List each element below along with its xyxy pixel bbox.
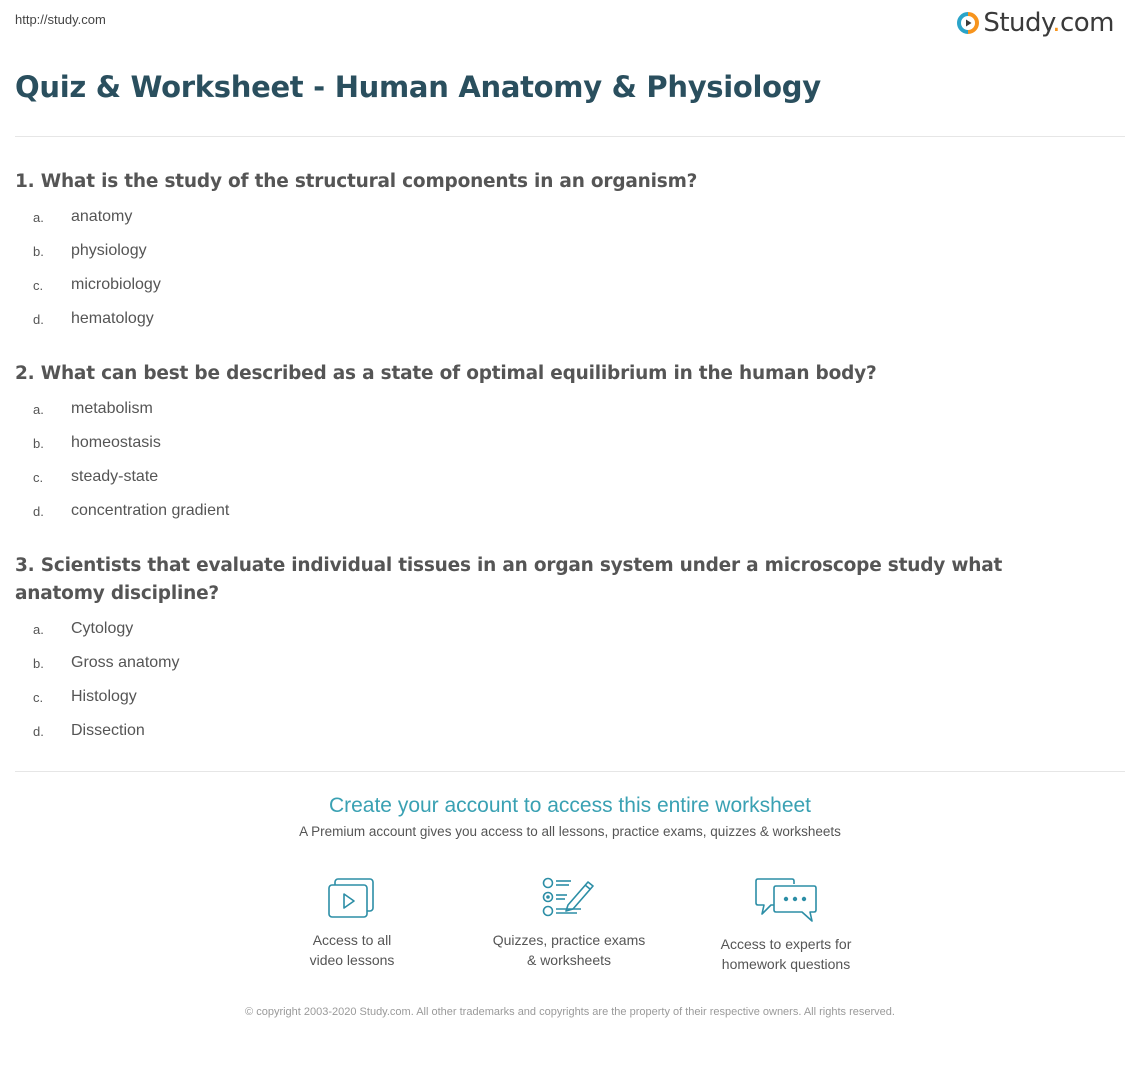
answer-letter: a.	[33, 401, 44, 417]
answer-option	[15, 392, 1070, 426]
premium-features	[0, 876, 1140, 976]
divider	[15, 136, 1125, 137]
question-text: 3. Scientists that evaluate individual tissues in an organ system under a microscope study what anatomy discipline?	[15, 555, 1003, 604]
expert-chat-icon	[754, 876, 818, 924]
answer-letter: c.	[33, 469, 44, 485]
answer-list	[15, 200, 1070, 336]
answer-option	[15, 680, 1070, 714]
answer-text: Dissection	[71, 722, 145, 739]
answer-text: Cytology	[71, 620, 134, 637]
answer-letter: d.	[33, 503, 44, 519]
answer-option	[15, 646, 1070, 680]
feature-label: Access to all video lessons	[309, 932, 395, 968]
feature-video-lessons	[242, 876, 462, 970]
answer-letter: b.	[33, 435, 44, 451]
video-lessons-icon	[326, 876, 378, 920]
answer-option	[15, 714, 1070, 748]
answer-text: hematology	[71, 310, 154, 327]
question-2	[15, 360, 1070, 528]
answer-text: Gross anatomy	[71, 654, 180, 671]
site-url: http://study.com	[15, 12, 106, 27]
answer-option	[15, 460, 1070, 494]
feature-experts	[676, 876, 896, 974]
copyright-footer: © copyright 2003-2020 Study.com. All other trademarks and copyrights are the property of their respective owners. All rights reserved.	[245, 1006, 895, 1018]
answer-option	[15, 200, 1070, 234]
divider	[15, 771, 1125, 772]
question-text: 2. What can best be described as a state of optimal equilibrium in the human body?	[15, 363, 877, 384]
create-account-link[interactable]: Create your account to access this entire worksheet	[328, 794, 812, 817]
page-title: Quiz & Worksheet - Human Anatomy & Physiology	[15, 70, 821, 104]
answer-letter: d.	[33, 723, 44, 739]
answer-letter: c.	[33, 277, 44, 293]
cta-subtitle: A Premium account gives you access to all lessons, practice exams, quizzes & worksheets	[299, 824, 841, 839]
question-3	[15, 552, 1070, 748]
answer-text: metabolism	[71, 400, 153, 417]
answer-text: anatomy	[71, 208, 133, 225]
answer-list	[15, 612, 1070, 748]
feature-label: Quizzes, practice exams & worksheets	[492, 932, 646, 968]
feature-label: Access to experts for homework questions	[720, 936, 852, 972]
play-circle-icon	[956, 11, 980, 35]
answer-option	[15, 268, 1070, 302]
answer-letter: a.	[33, 621, 44, 637]
answer-text: concentration gradient	[71, 502, 230, 519]
answer-text: homeostasis	[71, 434, 161, 451]
question-text: 1. What is the study of the structural components in an organism?	[15, 171, 698, 192]
answer-option	[15, 302, 1070, 336]
answer-text: physiology	[71, 242, 147, 259]
answer-text: microbiology	[71, 276, 161, 293]
answer-letter: a.	[33, 209, 44, 225]
question-1	[15, 168, 1070, 336]
study-logo[interactable]	[956, 8, 1114, 38]
answer-option	[15, 612, 1070, 646]
answer-option	[15, 426, 1070, 460]
quiz-checklist-icon	[541, 876, 597, 920]
answer-letter: b.	[33, 655, 44, 671]
answer-list	[15, 392, 1070, 528]
logo-text: Study.com	[983, 8, 1114, 38]
feature-quizzes	[459, 876, 679, 970]
answer-text: Histology	[71, 688, 137, 705]
answer-option	[15, 234, 1070, 268]
answer-option	[15, 494, 1070, 528]
answer-text: steady-state	[71, 468, 159, 485]
answer-letter: d.	[33, 311, 44, 327]
answer-letter: b.	[33, 243, 44, 259]
answer-letter: c.	[33, 689, 44, 705]
